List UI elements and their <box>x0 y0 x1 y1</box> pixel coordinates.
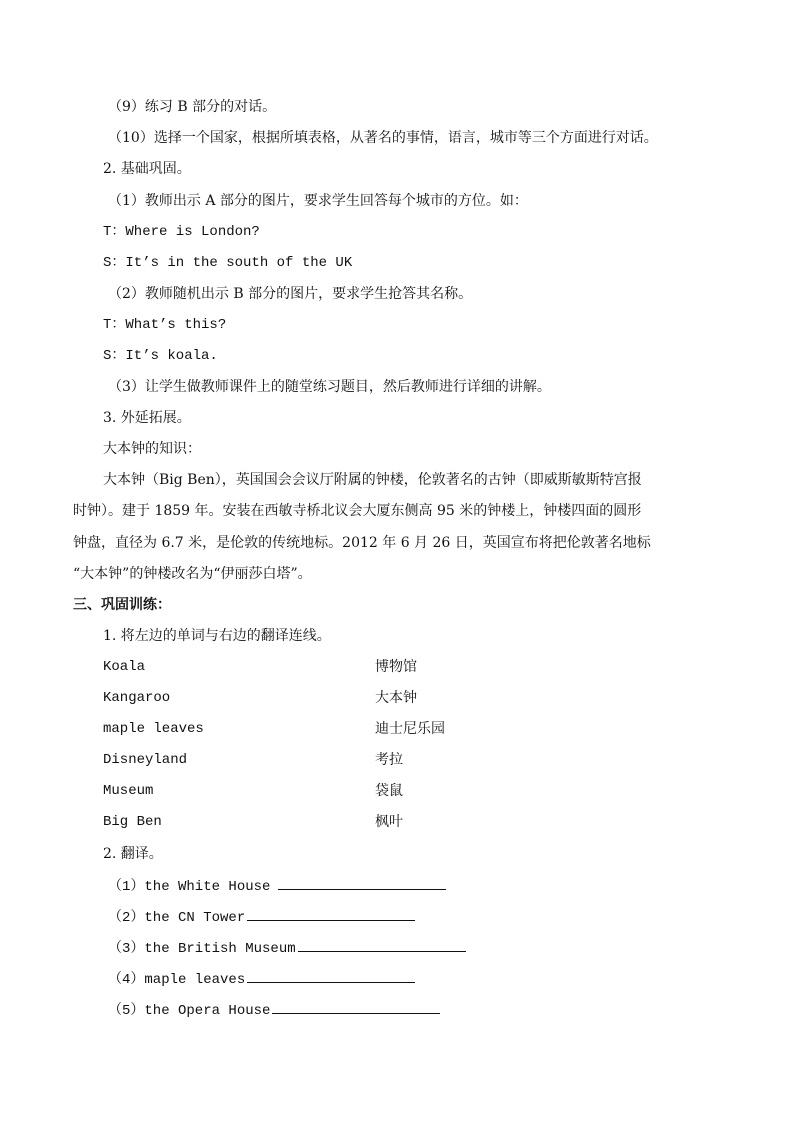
question-heading: 1. 将左边的单词与右边的翻译连线。 <box>103 628 331 644</box>
translation-prompt: （3）the British Museum <box>108 941 296 957</box>
match-right: 大本钟 <box>375 690 417 706</box>
translation-item <box>108 999 440 1019</box>
paragraph-line: 时钟）。建于 1859 年。安装在西敏寺桥北议会大厦东侧高 95 米的钟楼上，钟楼四面的圆形 <box>73 503 642 519</box>
text-line: （1）教师出示 A 部分的图片，要求学生回答每个城市的方位。如： <box>108 193 528 209</box>
text-line: （10）选择一个国家，根据所填表格，从著名的事情，语言，城市等三个方面进行对话。 <box>108 130 658 146</box>
match-right: 考拉 <box>375 752 403 768</box>
paragraph-line: 钟盘，直径为 6.7 米，是伦敦的传统地标。2012 年 6 月 26 日，英国宣布将把伦敦著名地标 <box>73 535 651 551</box>
match-left: Koala <box>103 659 146 675</box>
answer-blank[interactable] <box>247 906 415 921</box>
match-left: Museum <box>103 783 154 799</box>
paragraph-line: “大本钟”的钟楼改名为“伊丽莎白塔”。 <box>73 566 312 582</box>
translation-item <box>108 875 446 895</box>
text-line: 大本钟的知识： <box>103 441 201 457</box>
answer-blank[interactable] <box>278 875 446 890</box>
dialogue-line: T：Where is London? <box>103 224 260 240</box>
match-left: Disneyland <box>103 752 188 768</box>
question-heading: 2. 翻译。 <box>103 846 163 862</box>
section-heading: 三、巩固训练： <box>73 597 171 613</box>
dialogue-line: S：It’s koala. <box>103 348 218 364</box>
paragraph-line: 大本钟（Big Ben），英国国会会议厅附属的钟楼，伦敦著名的古钟（即威斯敏斯特宫报 <box>103 472 642 488</box>
answer-blank[interactable] <box>298 937 466 952</box>
text-line: （3）让学生做教师课件上的随堂练习题目，然后教师进行详细的讲解。 <box>108 379 551 395</box>
translation-prompt: （5）the Opera House <box>108 1003 271 1019</box>
dialogue-line: T：What’s this? <box>103 317 227 333</box>
answer-blank[interactable] <box>247 968 415 983</box>
translation-prompt: （2）the CN Tower <box>108 910 246 926</box>
match-right: 博物馆 <box>375 659 417 675</box>
match-right: 枫叶 <box>375 814 403 830</box>
translation-item <box>108 968 415 988</box>
text-line: 3. 外延拓展。 <box>103 410 191 426</box>
answer-blank[interactable] <box>272 999 440 1014</box>
match-right: 袋鼠 <box>375 783 403 799</box>
match-right: 迪士尼乐园 <box>375 721 445 737</box>
dialogue-line: S：It’s in the south of the UK <box>103 255 353 271</box>
translation-prompt: （4）maple leaves <box>108 972 246 988</box>
text-line: 2. 基础巩固。 <box>103 161 191 177</box>
translation-item <box>108 937 466 957</box>
match-left: Big Ben <box>103 814 162 830</box>
text-line: （9）练习 B 部分的对话。 <box>108 99 277 115</box>
match-left: Kangaroo <box>103 690 171 706</box>
translation-prompt: （1）the White House <box>108 879 271 895</box>
text-line: （2）教师随机出示 B 部分的图片，要求学生抢答其名称。 <box>108 286 473 302</box>
translation-item <box>108 906 415 926</box>
match-left: maple leaves <box>103 721 204 737</box>
